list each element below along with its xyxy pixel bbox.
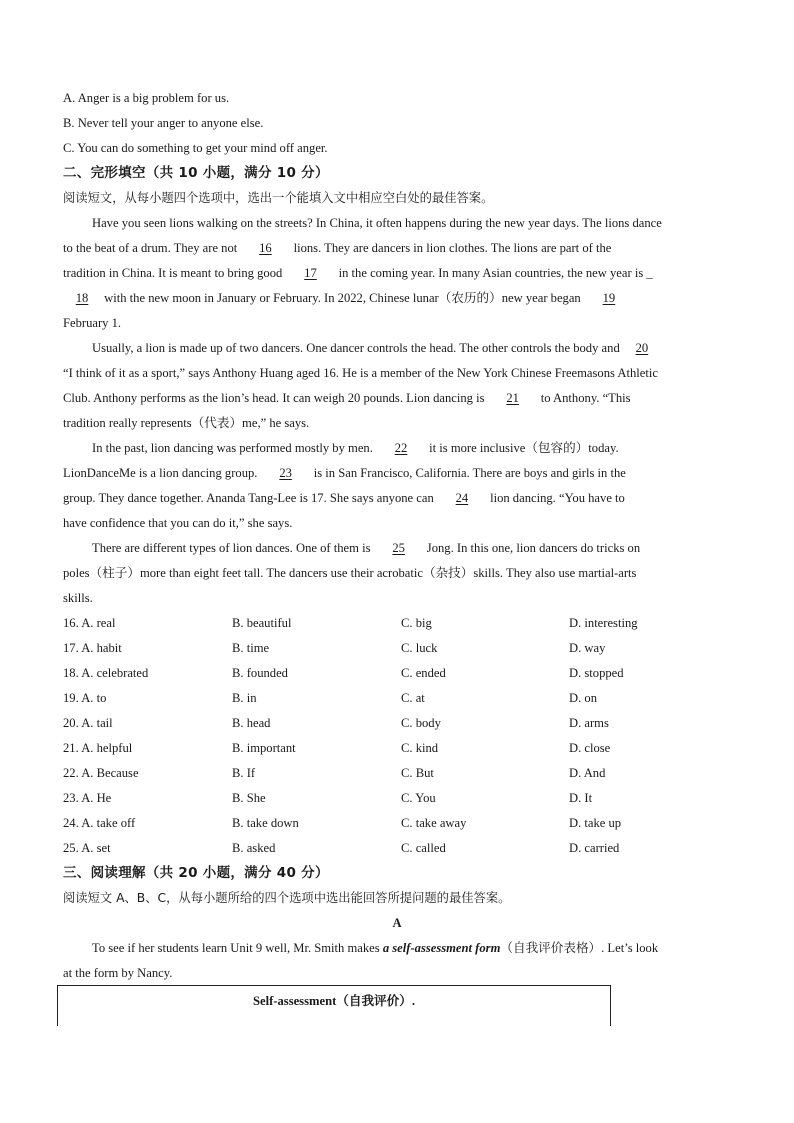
passage-line: Have you seen lions walking on the streets? In China, it often happens during the new year days. The lions dance: [92, 216, 662, 230]
option-a: 20. A. tail: [63, 716, 113, 730]
option-c: C. take away: [401, 816, 467, 830]
option-b: B. in: [232, 691, 257, 705]
blank-18: 18: [75, 291, 89, 305]
option-b: B. important: [232, 741, 296, 755]
option-d: D. interesting: [569, 616, 638, 630]
option-c: C. at: [401, 691, 425, 705]
question-row: [63, 636, 731, 661]
passage-line: tradition really represents（代表）me,” he says.: [63, 416, 310, 430]
passage-line: [63, 386, 731, 411]
blank-17: 17: [304, 266, 317, 280]
option-c: C. ended: [401, 666, 446, 680]
passage-line: [63, 236, 731, 261]
passage-text: is in San Francisco, California. There are boys and girls in the: [310, 466, 626, 480]
option-a: 21. A. helpful: [63, 741, 133, 755]
blank-16: 16: [259, 241, 272, 255]
question-row: [63, 661, 731, 686]
question-row: [63, 761, 731, 786]
passage-text: to Anthony. “This: [537, 391, 631, 405]
passage-line: [63, 286, 731, 311]
option-d: D. carried: [569, 841, 620, 855]
passage-a-label: A: [392, 916, 402, 930]
prev-option-c: C. You can do something to get your mind off anger.: [63, 141, 328, 155]
passage-text: lion dancing. “You have to: [486, 491, 625, 505]
question-row: [63, 736, 731, 761]
passage-text: to the beat of a drum. They are not: [63, 241, 241, 255]
passage-text: （自我评价表格）. Let’s look: [500, 941, 659, 955]
blank-21: 21: [506, 391, 519, 405]
blank-20: 20: [635, 341, 649, 355]
passage-line: [63, 261, 731, 286]
passage-text: lions. They are dancers in lion clothes. The lions are part of the: [290, 241, 612, 255]
section3-instruction: 阅读短文 A、B、C，从每小题所给的四个选项中选出能回答所提问题的最佳答案。: [63, 891, 511, 905]
option-b: B. asked: [232, 841, 276, 855]
option-a: 18. A. celebrated: [63, 666, 149, 680]
passage-text: There are different types of lion dances. One of them is: [92, 541, 374, 555]
passage-text: in the coming year. In many Asian countries, the new year is _: [335, 266, 653, 280]
passage-line: February 1.: [63, 316, 122, 330]
passage-text: it is more inclusive（包容的）today.: [426, 441, 619, 455]
option-c: C. called: [401, 841, 446, 855]
passage-line: [63, 436, 731, 461]
passage-line: skills.: [63, 591, 93, 605]
passage-line: at the form by Nancy.: [63, 966, 173, 980]
passage-line: [63, 336, 731, 361]
passage-text: In the past, lion dancing was performed mostly by men.: [92, 441, 376, 455]
option-a: 16. A. real: [63, 616, 116, 630]
passage-text: Club. Anthony performs as the lion’s head. It can weigh 20 pounds. Lion dancing is: [63, 391, 488, 405]
option-d: D. And: [569, 766, 606, 780]
question-row: [63, 836, 731, 861]
passage-text: group. They dance together. Ananda Tang-Lee is 17. She says anyone can: [63, 491, 437, 505]
option-c: C. You: [401, 791, 436, 805]
table-title: Self-assessment（自我评价）.: [253, 994, 415, 1008]
prev-option-b: B. Never tell your anger to anyone else.: [63, 116, 264, 130]
option-d: D. close: [569, 741, 611, 755]
option-b: B. If: [232, 766, 256, 780]
option-a: 19. A. to: [63, 691, 107, 705]
section2-heading: 二、完形填空（共 10 小题，满分 10 分）: [63, 165, 329, 181]
passage-line: [63, 461, 731, 486]
emphasis-text: a self-assessment form: [382, 941, 501, 955]
section2-instruction: 阅读短文，从每小题四个选项中，选出一个能填入文中相应空白处的最佳答案。: [63, 191, 494, 205]
option-c: C. luck: [401, 641, 438, 655]
passage-text: To see if her students learn Unit 9 well, Mr. Smith makes: [92, 941, 383, 955]
blank-24: 24: [455, 491, 469, 505]
option-a: 22. A. Because: [63, 766, 139, 780]
passage-text: with the new moon in January or February. In 2022, Chinese lunar（农历的）new year began: [101, 291, 584, 305]
blank-25: 25: [392, 541, 405, 555]
option-d: D. way: [569, 641, 606, 655]
option-b: B. head: [232, 716, 271, 730]
question-row: [63, 711, 731, 736]
passage-line: [63, 486, 731, 511]
option-a: 25. A. set: [63, 841, 111, 855]
section3-heading: 三、阅读理解（共 20 小题，满分 40 分）: [63, 865, 329, 881]
option-c: C. kind: [401, 741, 439, 755]
passage-text: tradition in China. It is meant to bring good: [63, 266, 286, 280]
passage-text: Usually, a lion is made up of two dancers. One dancer controls the head. The other controls the body and: [92, 341, 623, 355]
passage-line: have confidence that you can do it,” she says.: [63, 516, 293, 530]
option-c: C. But: [401, 766, 434, 780]
passage-text: Jong. In this one, lion dancers do tricks on: [423, 541, 641, 555]
option-d: D. arms: [569, 716, 609, 730]
question-row: [63, 811, 731, 836]
question-options-list: [63, 611, 731, 861]
prev-option-a: A. Anger is a big problem for us.: [63, 91, 230, 105]
blank-19: 19: [602, 291, 616, 305]
question-row: [63, 611, 731, 636]
passage-line: [63, 936, 731, 961]
blank-22: 22: [394, 441, 408, 455]
document-page: [63, 86, 731, 986]
option-c: C. body: [401, 716, 441, 730]
blank-23: 23: [279, 466, 292, 480]
self-assessment-table: [57, 985, 611, 1026]
passage-line: poles（柱子）more than eight feet tall. The dancers use their acrobatic（杂技）skills. They also use martial-arts: [63, 566, 637, 580]
option-a: 24. A. take off: [63, 816, 136, 830]
option-b: B. time: [232, 641, 270, 655]
option-b: B. founded: [232, 666, 288, 680]
question-row: [63, 786, 731, 811]
option-c: C. big: [401, 616, 432, 630]
option-d: D. take up: [569, 816, 622, 830]
passage-line: “I think of it as a sport,” says Anthony Huang aged 16. He is a member of the New York Chinese Freemasons Athletic: [63, 366, 658, 380]
passage-text: LionDanceMe is a lion dancing group.: [63, 466, 261, 480]
passage-line: [63, 536, 731, 561]
option-d: D. It: [569, 791, 593, 805]
option-b: B. beautiful: [232, 616, 292, 630]
option-d: D. stopped: [569, 666, 624, 680]
option-b: B. take down: [232, 816, 299, 830]
question-row: [63, 686, 731, 711]
option-a: 23. A. He: [63, 791, 112, 805]
option-a: 17. A. habit: [63, 641, 122, 655]
option-b: B. She: [232, 791, 266, 805]
option-d: D. on: [569, 691, 597, 705]
